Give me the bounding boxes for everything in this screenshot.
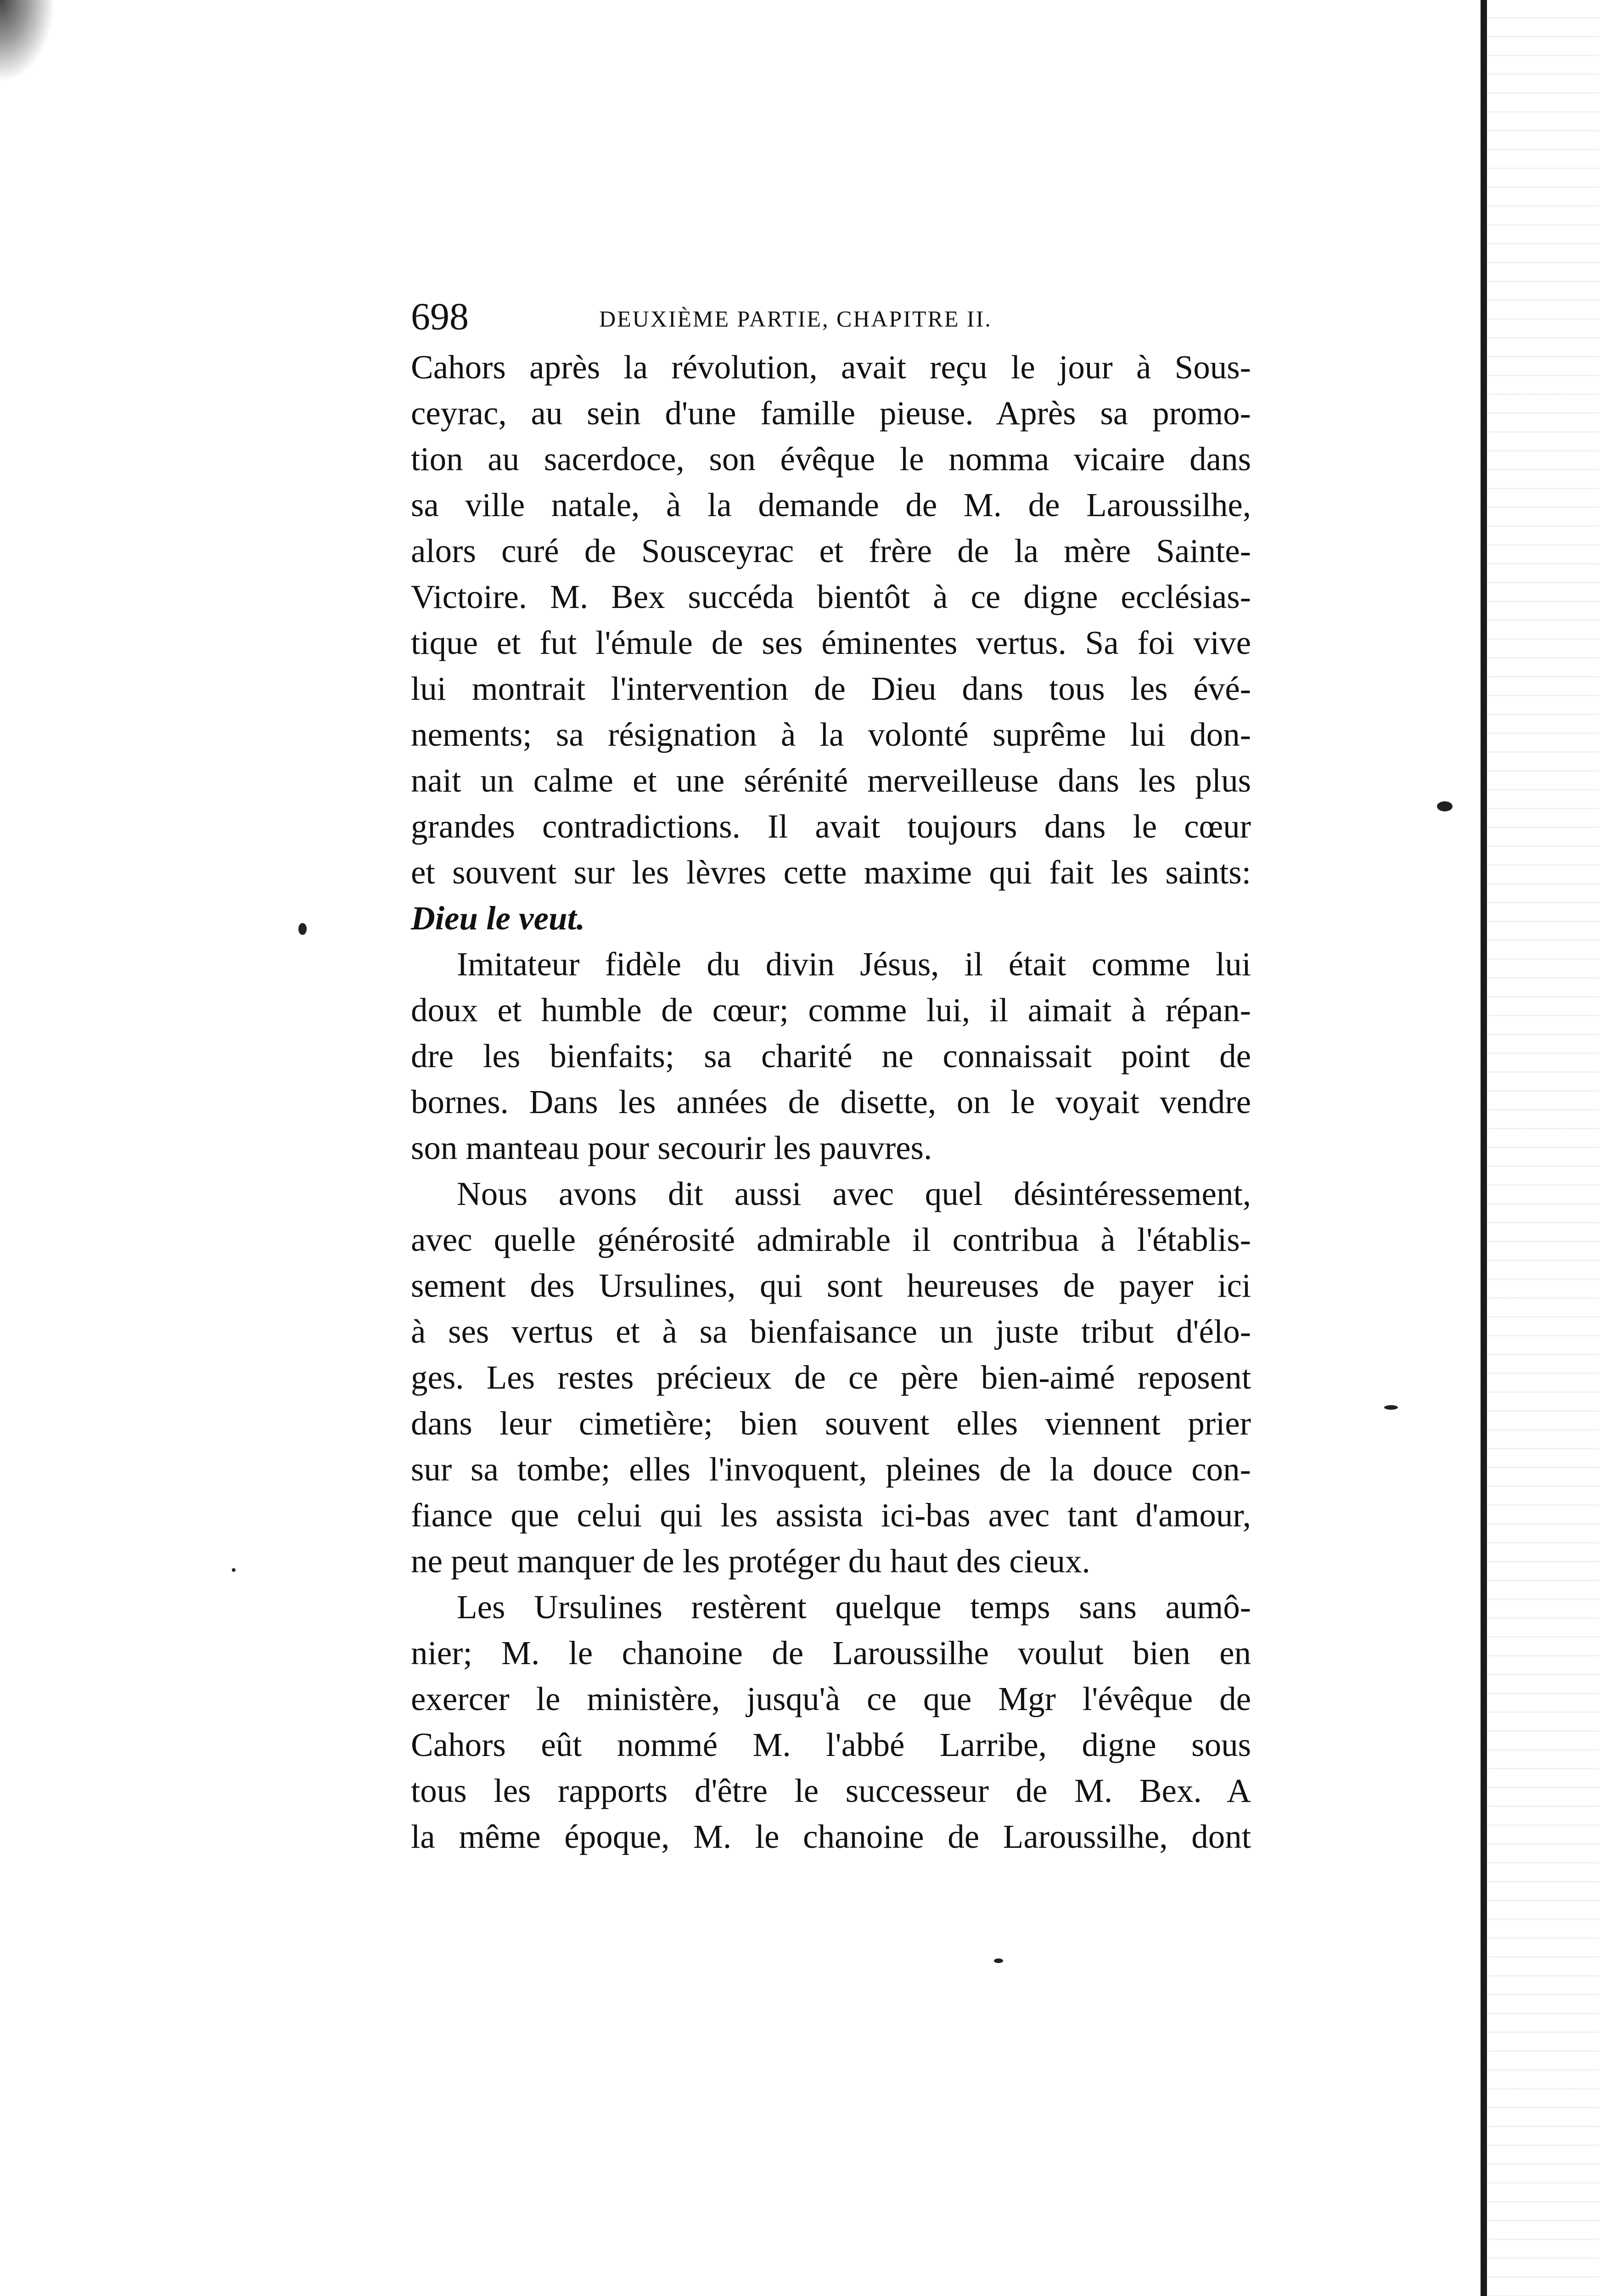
text-line: avec quelle générosité admirable il contribua à l'établis- xyxy=(411,1221,1251,1258)
text-line: et souvent sur les lèvres cette maxime qui fait les saints: xyxy=(411,854,1251,891)
text-line: sur sa tombe; elles l'invoquent, pleines de la douce con- xyxy=(411,1451,1251,1488)
book-page xyxy=(411,294,1251,1860)
page-number: 698 xyxy=(411,295,469,338)
text-line: Victoire. M. Bex succéda bientôt à ce digne ecclésias- xyxy=(411,578,1251,615)
body-text xyxy=(411,344,1251,1860)
scan-speck xyxy=(994,1958,1003,1963)
text-line: ges. Les restes précieux de ce père bien-aimé reposent xyxy=(411,1359,1251,1396)
scan-shadow-corner xyxy=(0,0,55,83)
text-line: sement des Ursulines, qui sont heureuses de payer ici xyxy=(411,1267,1251,1304)
text-line: alors curé de Sousceyrac et frère de la mère Sainte- xyxy=(411,532,1251,569)
text-line: doux et humble de cœur; comme lui, il aimait à répan- xyxy=(411,991,1251,1029)
text-line: grandes contradictions. Il avait toujours dans le cœur xyxy=(411,808,1251,845)
scan-speck xyxy=(1437,801,1453,811)
text-line: ne peut manquer de les protéger du haut des cieux. xyxy=(411,1542,1090,1580)
text-line: Cahors après la révolution, avait reçu le jour à Sous- xyxy=(411,349,1251,386)
chapter-title: DEUXIÈME PARTIE, CHAPITRE II. xyxy=(599,306,992,332)
running-head xyxy=(411,294,1251,344)
text-line: nements; sa résignation à la volonté suprême lui don- xyxy=(411,716,1251,753)
text-line: Imitateur fidèle du divin Jésus, il était comme lui xyxy=(457,945,1251,983)
text-line: à ses vertus et à sa bienfaisance un juste tribut d'élo- xyxy=(411,1313,1251,1350)
text-line: dans leur cimetière; bien souvent elles viennent prier xyxy=(411,1405,1251,1442)
text-line: dre les bienfaits; sa charité ne connaissait point de xyxy=(411,1037,1251,1075)
text-line: Nous avons dit aussi avec quel désintéressement, xyxy=(457,1175,1251,1212)
text-line: Cahors eût nommé M. l'abbé Larribe, digne sous xyxy=(411,1726,1251,1763)
text-line: fiance que celui qui les assista ici-bas avec tant d'amour, xyxy=(411,1497,1251,1534)
text-line-italic: Dieu le veut. xyxy=(411,900,585,937)
text-line: tique et fut l'émule de ses éminentes vertus. Sa foi vive xyxy=(411,624,1251,661)
scan-margin-noise xyxy=(1487,0,1599,2296)
text-line: exercer le ministère, jusqu'à ce que Mgr l'évêque de xyxy=(411,1680,1251,1717)
text-line: tous les rapports d'être le successeur de M. Bex. A xyxy=(411,1772,1251,1809)
scan-speck xyxy=(298,923,307,935)
text-line: nait un calme et une sérénité merveilleuse dans les plus xyxy=(411,762,1251,799)
text-line: son manteau pour secourir les pauvres. xyxy=(411,1129,932,1166)
scan-speck xyxy=(232,1568,236,1572)
text-line: sa ville natale, à la demande de M. de Laroussilhe, xyxy=(411,486,1251,523)
text-line: tion au sacerdoce, son évêque le nomma vicaire dans xyxy=(411,440,1251,478)
text-line: bornes. Dans les années de disette, on le voyait vendre xyxy=(411,1083,1251,1120)
text-line: lui montrait l'intervention de Dieu dans tous les évé- xyxy=(411,670,1251,707)
text-line: nier; M. le chanoine de Laroussilhe voulut bien en xyxy=(411,1634,1251,1671)
text-line: ceyrac, au sein d'une famille pieuse. Après sa promo- xyxy=(411,394,1251,432)
scan-binding-edge xyxy=(1481,0,1487,2296)
scan-speck xyxy=(1384,1405,1398,1410)
text-line: la même époque, M. le chanoine de Laroussilhe, dont xyxy=(411,1818,1251,1855)
text-line: Les Ursulines restèrent quelque temps sans aumô- xyxy=(457,1588,1251,1626)
